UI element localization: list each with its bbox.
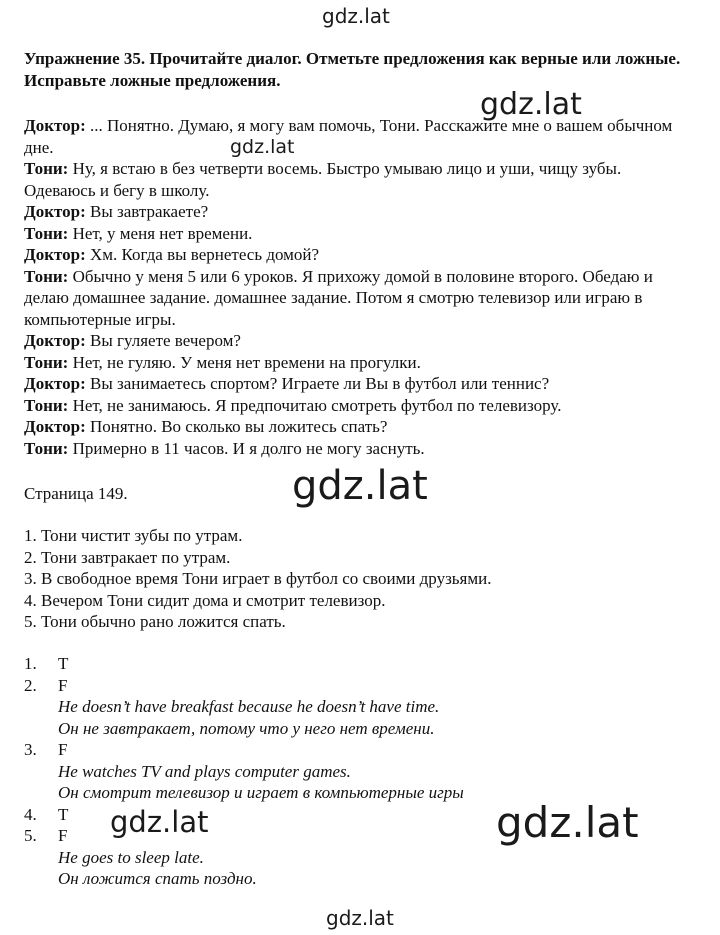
- watermark: gdz.lat: [480, 87, 582, 122]
- dialog-line: [24, 438, 684, 460]
- dialog-text: Вы завтракаете?: [85, 202, 209, 221]
- answer-number: 2.: [24, 675, 37, 695]
- dialog-text: Вы гуляете вечером?: [85, 331, 241, 350]
- dialog-text: Нет, не гуляю. У меня нет времени на прогулки.: [68, 352, 421, 372]
- dialog-text: Хм. Когда вы вернетесь домой?: [85, 245, 320, 264]
- statement-item: 5. Тони обычно рано ложится спать.: [24, 612, 286, 632]
- dialog-text: Понятно. Во сколько вы ложитесь спать?: [85, 417, 388, 436]
- dialog-text: Нет, не занимаюсь. Я предпочитаю смотреть футбол по телевизору.: [68, 395, 562, 415]
- answer-item: [24, 675, 684, 697]
- statement-item: 2. Тони завтракает по утрам.: [24, 547, 231, 567]
- answer-number: 4.: [24, 804, 37, 824]
- speaker-label: Доктор:: [24, 331, 86, 350]
- statement-item: 4. Вечером Тони сидит дома и смотрит телевизор.: [24, 590, 386, 610]
- statement-item: 3. В свободное время Тони играет в футбол со своими друзьями.: [24, 569, 492, 589]
- speaker-label: Доктор:: [24, 245, 86, 264]
- dialog-line: [24, 223, 684, 245]
- dialog-line: [24, 201, 684, 223]
- correction-english: He watches TV and plays computer games.: [58, 761, 351, 781]
- dialog-line: [24, 158, 684, 201]
- speaker-label: Тони:: [24, 395, 69, 415]
- speaker-label: Тони:: [24, 159, 69, 178]
- dialog-line: [24, 395, 684, 417]
- page-reference: Страница 149.: [24, 484, 128, 503]
- answer-number: 3.: [24, 740, 37, 759]
- answer-mark: F: [58, 675, 68, 695]
- answer-item: [24, 653, 684, 675]
- speaker-label: Доктор:: [24, 202, 86, 221]
- correction-english: He goes to sleep late.: [58, 847, 204, 867]
- speaker-label: Тони:: [24, 223, 69, 243]
- dialog-line: [24, 266, 684, 331]
- answer-number: 5.: [24, 826, 37, 845]
- watermark: gdz.lat: [110, 805, 209, 839]
- answer-mark: F: [58, 740, 68, 759]
- answer-mark: T: [58, 804, 69, 824]
- speaker-label: Доктор:: [24, 116, 86, 135]
- dialog: [24, 115, 684, 459]
- watermark: gdz.lat: [292, 463, 428, 509]
- answer-item: [24, 739, 684, 761]
- dialog-line: [24, 352, 684, 374]
- watermark-top: gdz.lat: [322, 4, 390, 28]
- watermark: gdz.lat: [496, 798, 639, 847]
- dialog-text: Примерно в 11 часов. И я долго не могу заснуть.: [68, 438, 425, 458]
- correction-english: He doesn’t have breakfast because he doesn’t have time.: [58, 697, 440, 716]
- speaker-label: Тони:: [24, 438, 69, 458]
- correction-russian: Он ложится спать поздно.: [58, 869, 257, 888]
- watermark-bottom: gdz.lat: [326, 906, 394, 930]
- speaker-label: Доктор:: [24, 417, 86, 436]
- speaker-label: Тони:: [24, 352, 69, 372]
- answer-mark: F: [58, 826, 68, 845]
- answer-list: [24, 653, 684, 890]
- dialog-text: Нет, у меня нет времени.: [68, 223, 253, 243]
- statement-item: 1. Тони чистит зубы по утрам.: [24, 526, 243, 545]
- dialog-text: ... Понятно. Думаю, я могу вам помочь, Тони. Расскажите мне о вашем обычном дне.: [24, 116, 673, 157]
- answer-number: 1.: [24, 654, 37, 673]
- dialog-text: Обычно у меня 5 или 6 уроков. Я прихожу домой в половине второго. Обедаю и делаю домашнее задание. домашнее задание. Потом я смотрю телевизор или играю в компьютерные игры.: [24, 266, 653, 329]
- speaker-label: Доктор:: [24, 374, 86, 393]
- speaker-label: Тони:: [24, 266, 69, 286]
- dialog-line: [24, 244, 684, 266]
- correction-russian: Он смотрит телевизор и играет в компьютерные игры: [58, 783, 464, 802]
- statement-list: [24, 525, 684, 633]
- dialog-text: Ну, я встаю в без четверти восемь. Быстро умываю лицо и уши, чищу зубы. Одеваюсь и бегу в школу.: [24, 159, 622, 200]
- dialog-line: [24, 115, 684, 158]
- dialog-line: [24, 416, 684, 438]
- dialog-text: Вы занимаетесь спортом? Играете ли Вы в футбол или теннис?: [85, 374, 550, 393]
- answer-mark: T: [58, 654, 69, 673]
- exercise-title: Упражнение 35. Прочитайте диалог. Отметьте предложения как верные или ложные. Исправьте ложные предложения.: [24, 49, 681, 90]
- dialog-line: [24, 373, 684, 395]
- watermark: gdz.lat: [230, 136, 295, 158]
- correction-russian: Он не завтракает, потому что у него нет времени.: [58, 718, 435, 738]
- dialog-line: [24, 330, 684, 352]
